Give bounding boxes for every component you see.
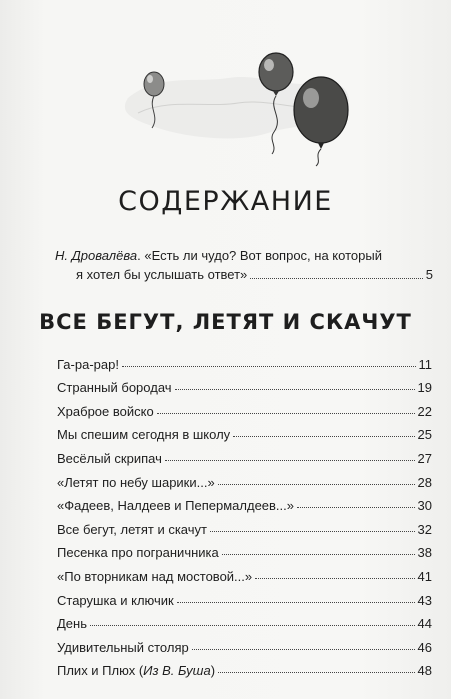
dot-leader <box>218 672 414 673</box>
intro-title-part-2: я хотел бы услышать ответ» <box>76 267 248 282</box>
entry-title: День <box>57 616 87 632</box>
toc-entry[interactable] <box>57 608 432 632</box>
dot-leader <box>177 602 415 603</box>
intro-line-2 <box>55 265 433 284</box>
entry-page: 43 <box>417 592 432 608</box>
entry-page: 19 <box>417 380 432 396</box>
dot-leader <box>210 531 415 532</box>
dot-leader <box>192 649 415 650</box>
balloons-illustration <box>118 28 358 168</box>
dot-leader <box>233 436 414 437</box>
entry-title: Храброе войско <box>57 403 154 419</box>
entry-title: Песенка про пограничника <box>57 545 219 561</box>
dot-leader <box>250 265 422 279</box>
toc-entry[interactable] <box>57 442 432 466</box>
dot-leader <box>255 578 414 579</box>
toc-entry[interactable] <box>57 584 432 608</box>
toc-heading: СОДЕРЖАНИЕ <box>118 186 333 217</box>
dot-leader <box>90 625 415 626</box>
entry-title: Га-ра-рар! <box>57 356 119 372</box>
entry-title: «По вторникам над мостовой...» <box>57 568 253 584</box>
entry-page: 48 <box>417 663 432 679</box>
entry-title: «Фадеев, Налдеев и Пепермалдеев...» <box>57 498 295 514</box>
dot-leader <box>297 507 415 508</box>
entry-title: Старушка и ключик <box>57 592 174 608</box>
dot-leader <box>165 460 415 461</box>
intro-title-part-1: . «Есть ли чудо? Вот вопрос, на который <box>137 248 382 263</box>
entry-page: 25 <box>417 427 432 443</box>
entry-title: Все бегут, летят и скачут <box>57 521 207 537</box>
toc-entry[interactable] <box>57 395 432 419</box>
toc-entry[interactable] <box>57 537 432 561</box>
entry-page: 11 <box>418 356 432 372</box>
toc-entry[interactable] <box>57 560 432 584</box>
section-heading: ВСЕ БЕГУТ, ЛЕТЯТ И СКАЧУТ <box>39 310 412 334</box>
toc-entry[interactable] <box>57 466 432 490</box>
entry-page: 30 <box>417 498 432 514</box>
entry-title: Странный бородач <box>57 380 172 396</box>
entry-title: Мы спешим сегодня в школу <box>57 427 231 443</box>
entry-page: 32 <box>417 521 432 537</box>
entry-page: 38 <box>417 545 432 561</box>
intro-author: Н. Дровалёва <box>55 248 138 263</box>
entry-title-italic: Из В. Буша <box>143 663 211 679</box>
entry-page: 44 <box>417 616 432 632</box>
dot-leader <box>175 389 415 390</box>
toc-entry[interactable] <box>57 372 432 396</box>
entry-title: Удивительный столяр <box>57 639 189 655</box>
dot-leader <box>157 413 415 414</box>
toc-entry[interactable] <box>57 348 432 372</box>
toc-entry[interactable] <box>57 655 432 679</box>
toc-entry[interactable] <box>57 513 432 537</box>
entry-title: «Летят по небу шарики...» <box>57 474 215 490</box>
entry-title: Весёлый скрипач <box>57 450 162 466</box>
toc-entry[interactable] <box>57 419 432 443</box>
dot-leader <box>218 484 415 485</box>
toc-list <box>57 348 432 678</box>
dot-leader <box>122 366 416 367</box>
toc-entry[interactable] <box>57 490 432 514</box>
entry-page: 28 <box>417 474 432 490</box>
entry-page: 27 <box>417 450 432 466</box>
intro-line-1 <box>55 246 433 265</box>
entry-page: 22 <box>417 403 432 419</box>
entry-page: 46 <box>417 639 432 655</box>
dot-leader <box>222 554 415 555</box>
intro-entry[interactable] <box>55 246 433 284</box>
intro-page-number: 5 <box>425 267 433 282</box>
toc-entry[interactable] <box>57 631 432 655</box>
entry-page: 41 <box>417 568 432 584</box>
entry-title: Плих и Плюх (Из В. Буша) <box>57 663 216 679</box>
